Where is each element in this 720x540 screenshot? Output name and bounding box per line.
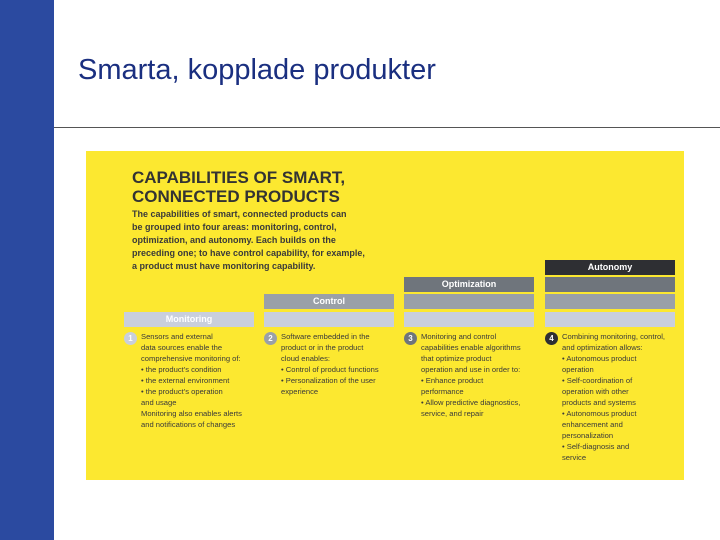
- figure-heading-line: CAPABILITIES OF SMART,: [132, 168, 346, 187]
- description-line: • Personalization of the user: [281, 376, 376, 385]
- capability-bar-optimization: [545, 277, 675, 292]
- description-line: and usage: [141, 398, 177, 407]
- capability-number-2: 2: [264, 332, 277, 345]
- description-line: operation and use in order to:: [421, 365, 521, 374]
- description-line: service: [562, 453, 587, 462]
- capability-label-autonomy: Autonomy: [587, 262, 633, 272]
- description-line: Monitoring also enables alerts: [141, 409, 242, 418]
- description-line: comprehensive monitoring of:: [141, 354, 241, 363]
- description-line: • the product's condition: [141, 365, 222, 374]
- description-line: service, and repair: [421, 409, 484, 418]
- capability-bar-monitoring: [545, 312, 675, 327]
- description-line: • the product's operation: [141, 387, 223, 396]
- description-line: operation: [562, 365, 594, 374]
- description-line: Combining monitoring, control,: [562, 332, 665, 341]
- description-line: personalization: [562, 431, 614, 440]
- description-line: Sensors and external: [141, 332, 213, 341]
- description-line: • Allow predictive diagnostics,: [421, 398, 521, 407]
- intro-line: preceding one; to have control capability, for example,: [132, 248, 365, 258]
- description-line: that optimize product: [421, 354, 492, 363]
- description-line: data sources enable the: [141, 343, 223, 352]
- slide-title: Smarta, kopplade produkter: [78, 54, 436, 86]
- description-line: • Autonomous product: [562, 354, 637, 363]
- description-line: • Control of product functions: [281, 365, 379, 374]
- left-accent-bar: [0, 0, 54, 540]
- description-line: • Self-coordination of: [562, 376, 633, 385]
- description-line: capabilities enable algorithms: [421, 343, 521, 352]
- capability-number-3: 3: [404, 332, 417, 345]
- figure-intro: [132, 208, 392, 273]
- description-line: products and systems: [562, 398, 636, 407]
- capability-description-control: [281, 331, 397, 397]
- description-line: Software embedded in the: [281, 332, 370, 341]
- capabilities-figure: [86, 151, 684, 480]
- description-line: performance: [421, 387, 464, 396]
- intro-line: The capabilities of smart, connected products can: [132, 209, 347, 219]
- title-divider: [54, 127, 720, 128]
- capability-label-control: Control: [313, 296, 345, 306]
- description-line: operation with other: [562, 387, 629, 396]
- description-line: • Enhance product: [421, 376, 484, 385]
- figure-heading-line: CONNECTED PRODUCTS: [132, 187, 340, 206]
- capability-description-optimization: [421, 331, 537, 419]
- intro-line: optimization, and autonomy. Each builds on the: [132, 235, 336, 245]
- description-line: • Self-diagnosis and: [562, 442, 630, 451]
- description-line: enhancement and: [562, 420, 623, 429]
- description-line: experience: [281, 387, 319, 396]
- capability-bar-control: [404, 294, 534, 309]
- description-line: and optimization allows:: [562, 343, 643, 352]
- capability-description-monitoring: [141, 331, 257, 430]
- description-line: • the external environment: [141, 376, 230, 385]
- capability-number-1: 1: [124, 332, 137, 345]
- description-line: product or in the product: [281, 343, 364, 352]
- capability-bar-control: [545, 294, 675, 309]
- figure-heading: [132, 168, 412, 206]
- capability-number-4: 4: [545, 332, 558, 345]
- description-line: • Autonomous product: [562, 409, 637, 418]
- capability-description-autonomy: [562, 331, 678, 463]
- description-line: Monitoring and control: [421, 332, 497, 341]
- intro-line: be grouped into four areas: monitoring, control,: [132, 222, 337, 232]
- capability-label-monitoring: Monitoring: [165, 314, 213, 324]
- capability-bar-monitoring: [264, 312, 394, 327]
- description-line: and notifications of changes: [141, 420, 236, 429]
- capability-bar-monitoring: [404, 312, 534, 327]
- intro-line: a product must have monitoring capability.: [132, 261, 316, 271]
- capability-label-optimization: Optimization: [441, 279, 497, 289]
- description-line: cloud enables:: [281, 354, 330, 363]
